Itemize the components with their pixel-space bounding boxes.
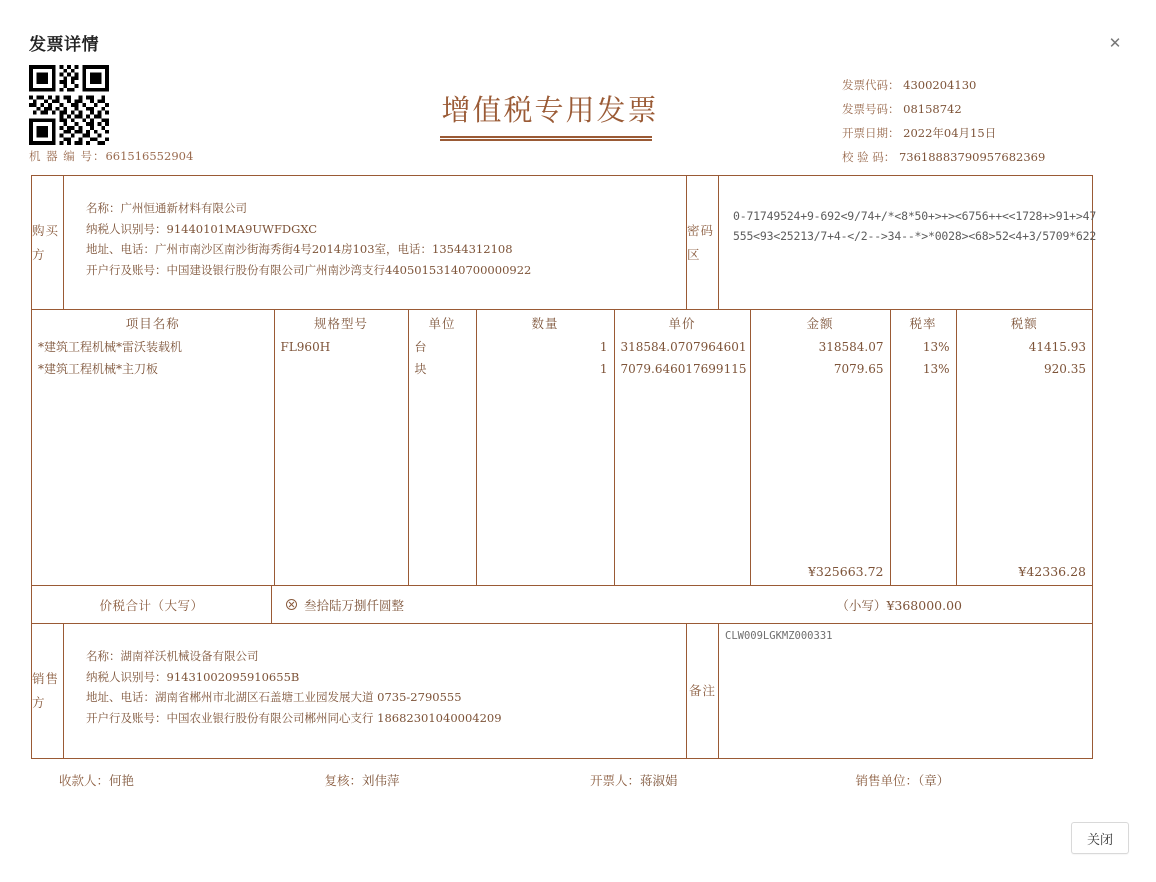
invoice-body bbox=[31, 175, 1097, 759]
seller-unit-value: （章） bbox=[918, 773, 950, 788]
totals-spacer bbox=[890, 559, 956, 585]
column-header-tax: 税额 bbox=[1010, 316, 1038, 331]
item-unit: 块 bbox=[408, 359, 476, 381]
reviewer-value: 刘伟萍 bbox=[362, 773, 400, 788]
buyer-side-label-text: 购买方 bbox=[32, 222, 60, 262]
remark-side-label bbox=[687, 624, 719, 758]
item-name: *建筑工程机械*雷沃装载机 bbox=[32, 337, 274, 359]
remark-value: CLW009LGKMZ000331 bbox=[725, 630, 833, 642]
item-tax: 920.35 bbox=[1044, 362, 1086, 376]
seller-unit-label: 销售单位： bbox=[855, 773, 919, 788]
buyer-cipher-row bbox=[32, 176, 1097, 310]
item-spec bbox=[274, 359, 408, 381]
close-button[interactable]: 关闭 bbox=[1071, 822, 1129, 854]
buyer-address-phone: 地址、电话：广州市南沙区南沙街海秀街4号2014房103室，电话：13544312108 bbox=[86, 242, 513, 256]
totals-spacer bbox=[408, 559, 476, 585]
invoice-date-row bbox=[842, 121, 1045, 145]
item-amount: 7079.65 bbox=[750, 359, 890, 381]
buyer-details bbox=[64, 176, 687, 309]
column-header-amount: 金额 bbox=[750, 310, 890, 337]
summary-label: 价税合计（大写） bbox=[32, 586, 272, 623]
spacer-cell bbox=[890, 381, 956, 559]
check-code-row bbox=[842, 145, 1045, 169]
item-rate: 13% bbox=[890, 359, 956, 381]
invoice-number-label: 发票号码： bbox=[842, 102, 900, 116]
items-spacer-row bbox=[32, 381, 1092, 559]
cipher-area bbox=[719, 176, 1096, 309]
table-row bbox=[32, 337, 1092, 359]
column-header-unit: 单位 bbox=[408, 310, 476, 337]
column-header-qty: 数量 bbox=[476, 310, 614, 337]
page-title: 发票详情 bbox=[29, 35, 99, 55]
summary-capital-amount: 叁拾陆万捌仟圆整 bbox=[304, 597, 405, 613]
column-header-spec: 规格型号 bbox=[274, 310, 408, 337]
close-x-icon[interactable]: ✕ bbox=[1108, 34, 1122, 52]
circled-x-icon bbox=[286, 599, 297, 610]
totals-spacer bbox=[476, 559, 614, 585]
drawer-label: 开票人： bbox=[590, 773, 641, 788]
spacer-cell bbox=[408, 381, 476, 559]
summary-small-label: （小写） bbox=[836, 597, 887, 613]
cipher-side-label bbox=[687, 176, 719, 309]
drawer-value: 蒋淑娟 bbox=[640, 773, 678, 788]
invoice-code-value: 4300204130 bbox=[903, 78, 977, 92]
totals-spacer bbox=[274, 559, 408, 585]
seller-address-phone: 地址、电话：湖南省郴州市北湖区石盖塘工业园发展大道 0735-2790555 bbox=[86, 690, 462, 704]
seller-bank-account: 开户行及账号：中国农业银行股份有限公司郴州同心支行 18682301040004209 bbox=[86, 710, 502, 725]
signature-row bbox=[31, 760, 1093, 800]
totals-tax: ¥42336.28 bbox=[1018, 564, 1086, 579]
cipher-line-2: 555<93<25213/7+4-</2-->34--*>*0028><68>52<4+3/5709*622 bbox=[733, 229, 1097, 243]
item-spec: FL960H bbox=[274, 337, 408, 359]
payee-label: 收款人： bbox=[59, 773, 110, 788]
invoice-title-rule bbox=[440, 136, 652, 141]
totals-amount: ¥325663.72 bbox=[750, 559, 890, 585]
spacer-cell bbox=[274, 381, 408, 559]
item-qty: 1 bbox=[476, 359, 614, 381]
seller-details bbox=[64, 624, 687, 758]
remark-side-label-text: 备注 bbox=[688, 683, 716, 699]
column-header-price: 单价 bbox=[614, 310, 750, 337]
seller-tax-id: 纳税人识别号：91431002095910655B bbox=[86, 669, 300, 684]
totals-row bbox=[32, 559, 1092, 585]
payee-value: 何艳 bbox=[109, 773, 135, 788]
seller-side-label bbox=[32, 624, 64, 758]
invoice-number-row bbox=[842, 97, 1045, 121]
reviewer-cell bbox=[297, 771, 563, 789]
seller-side-label-text: 销售方 bbox=[32, 671, 60, 710]
summary-small-amount-wrap bbox=[836, 596, 962, 614]
seller-name: 名称：湖南祥沃机械设备有限公司 bbox=[86, 649, 259, 663]
invoice-title: 增值税专用发票 bbox=[441, 93, 659, 127]
check-code-value: 73618883790957682369 bbox=[898, 150, 1046, 164]
column-header-rate: 税率 bbox=[890, 310, 956, 337]
summary-small-amount: ¥368000.00 bbox=[886, 597, 962, 613]
seller-remark-row bbox=[32, 624, 1092, 758]
item-price: 7079.646017699115 bbox=[614, 359, 750, 381]
buyer-bank-account: 开户行及账号：中国建设银行股份有限公司广州南沙湾支行44050153140700000922 bbox=[86, 262, 532, 277]
items-table-wrap bbox=[32, 310, 1092, 586]
cipher-line-1: 0-71749524+9-692<9/74+/*<8*50+>+><6756++<<1728+>91+>47 bbox=[733, 209, 1097, 223]
item-rate: 13% bbox=[890, 337, 956, 359]
check-code-label: 校 验 码： bbox=[842, 150, 896, 164]
summary-row bbox=[32, 586, 1092, 624]
seller-unit-cell bbox=[828, 771, 1094, 789]
item-name: *建筑工程机械*主刀板 bbox=[32, 359, 274, 381]
item-amount: 318584.07 bbox=[750, 337, 890, 359]
item-qty: 1 bbox=[476, 337, 614, 359]
item-tax: 41415.93 bbox=[1028, 340, 1086, 354]
spacer-cell bbox=[956, 381, 1092, 559]
invoice-date-value: 2022年04月15日 bbox=[903, 126, 997, 140]
qr-code bbox=[29, 65, 109, 145]
buyer-tax-id: 纳税人识别号：91440101MA9UWFDGXC bbox=[86, 221, 318, 236]
totals-spacer bbox=[32, 559, 274, 585]
column-header-name: 项目名称 bbox=[32, 310, 274, 337]
items-table bbox=[32, 310, 1092, 585]
summary-capital-wrap bbox=[286, 596, 404, 614]
totals-spacer bbox=[614, 559, 750, 585]
invoice-date-label: 开票日期： bbox=[842, 126, 900, 140]
cipher-side-label-text: 密码区 bbox=[687, 222, 715, 262]
invoice-header-fields bbox=[842, 73, 1045, 169]
invoice-number-value: 08158742 bbox=[903, 102, 962, 116]
buyer-name: 名称：广州恒通新材料有限公司 bbox=[86, 201, 247, 215]
spacer-cell bbox=[750, 381, 890, 559]
spacer-cell bbox=[476, 381, 614, 559]
machine-number bbox=[29, 148, 193, 164]
table-row bbox=[32, 359, 1092, 381]
item-unit: 台 bbox=[408, 337, 476, 359]
items-header-row bbox=[32, 310, 1092, 337]
buyer-side-label bbox=[32, 176, 64, 309]
spacer-cell bbox=[614, 381, 750, 559]
reviewer-label: 复核： bbox=[324, 773, 363, 788]
spacer-cell bbox=[32, 381, 274, 559]
summary-value bbox=[272, 586, 1092, 623]
modal-footer bbox=[0, 806, 1156, 882]
payee-cell bbox=[31, 771, 297, 789]
invoice-code-label: 发票代码： bbox=[842, 78, 900, 92]
item-price: 318584.0707964601 bbox=[614, 337, 750, 359]
machine-number-value: 661516552904 bbox=[105, 149, 194, 163]
machine-number-label: 机 器 编 号： bbox=[29, 149, 106, 163]
invoice-code-row bbox=[842, 73, 1045, 97]
drawer-cell bbox=[562, 771, 828, 789]
